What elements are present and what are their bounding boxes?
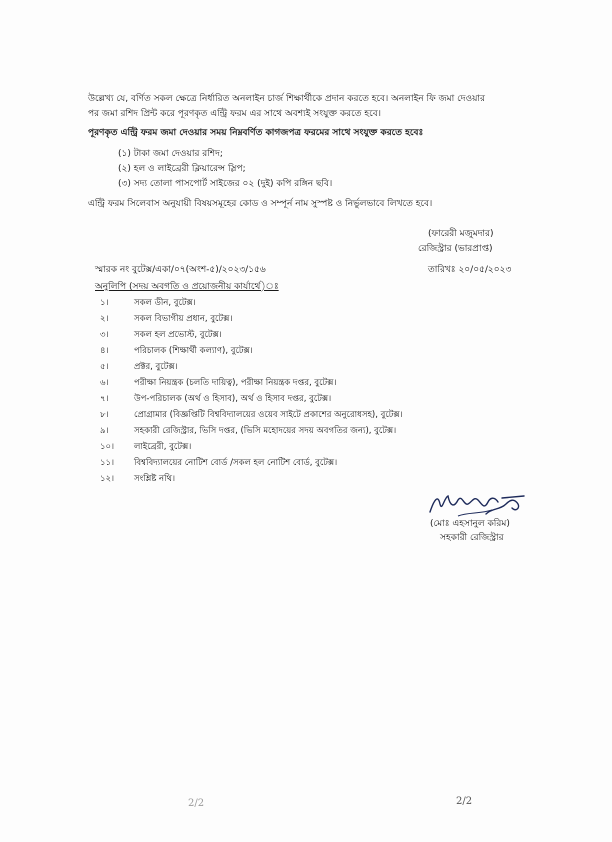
list-item: ৬। পরীক্ষা নিয়ন্ত্রক (চলতি দায়িত্ব), পরীক্ষা নিয়ন্ত্রক দপ্তর, বুটেক্স।	[100, 378, 337, 388]
intro-line-2: পর জমা রশিদ প্রিন্ট করে পূরণকৃত এন্ট্রি ফরম এর সাথে অবশ্যই সংযুক্ত করতে হবে।	[88, 109, 381, 119]
list-item: ১। সকল ডীন, বুটেক্স।	[100, 298, 196, 308]
copy-heading: অনুলিপি (সদয় অবগতি ও প্রয়োজনীয় কার্যার্থে)ঃ	[95, 282, 279, 292]
intro-line-1: উল্লেখ্য যে, বর্ণিত সকল ক্ষেত্রে নির্ধারিত অনলাইন চার্জ শিক্ষার্থীকে প্রদান করতে হবে। অনলাইন ফি জমা দেওয়ার	[88, 94, 485, 104]
document-item-3: (৩) সদ্য তোলা পাসপোর্ট সাইজের ০২ (দুই) কপি রঙ্গিন ছবি।	[118, 179, 333, 189]
document-item-2: (২) হল ও লাইব্রেরী ক্লিয়ারেন্স স্লিপ;	[118, 164, 246, 174]
page-mark-right: 2/2	[456, 796, 473, 807]
list-item: ১১। বিশ্ববিদ্যালয়ের নোটিশ বোর্ড /সকল হল নোটিশ বোর্ড, বুটেক্স।	[100, 458, 338, 468]
list-item: ২। সকল বিভাগীয় প্রধান, বুটেক্স।	[100, 314, 233, 324]
intro-line-3: পূরণকৃত এন্ট্রি ফরম জমা দেওয়ার সময় নিম্নবর্ণিত কাগজপত্র ফরমের সাথে সংযুক্ত করতে হবেঃ	[88, 128, 424, 138]
page-mark-left: 2/2	[188, 798, 205, 809]
assistant-title: সহকারী রেজিস্ট্রার	[440, 533, 504, 543]
list-item: ৯। সহকারী রেজিস্ট্রার, ভিসি দপ্তর, (ভিসি মহোদয়ের সদয় অবগতির জন্য), বুটেক্স।	[100, 426, 397, 436]
list-item: ৭। উপ-পরিচালক (অর্থ ও হিসাব), অর্থ ও হিসাব দপ্তর, বুটেক্স।	[100, 394, 332, 404]
list-item: ১২। সংশ্লিষ্ট নথি।	[100, 474, 176, 484]
list-item: ৪। পরিচালক (শিক্ষার্থী কল্যাণ), বুটেক্স।	[100, 346, 253, 356]
document-item-1: (১) টাকা জমা দেওয়ার রশিদ;	[118, 149, 223, 159]
list-item: ৩। সকল হল প্রভোস্ট, বুটেক্স।	[100, 330, 222, 340]
memo-date: তারিখঃ ২০/০৫/২০২৩	[428, 265, 512, 275]
assistant-name: (মোঃ এহসানুল করিম)	[430, 519, 510, 529]
signature-image	[428, 490, 528, 520]
registrar-title: রেজিস্ট্রার (ভারপ্রাপ্ত)	[418, 244, 493, 254]
list-item: ৫। প্রক্টর, বুটেক্স।	[100, 362, 178, 372]
list-item: ১০। লাইব্রেরী, বুটেক্স।	[100, 442, 192, 452]
list-item: ৮। প্রোগ্রামার (বিজ্ঞপ্তিটি বিশ্ববিদ্যালয়ের ওয়েব সাইটে প্রকাশের অনুরোধসহ), বুটেক্স।	[100, 410, 403, 420]
form-note: এন্ট্রি ফরম সিলেবাস অনুযায়ী বিষয়সমূহের কোড ও সম্পূর্ন নাম সুস্পষ্ট ও নির্ভুলভাবে লিখতে হবে।	[88, 199, 433, 209]
memo-number: স্মারক নং বুটেক্স/একা/০৭(অংশ-৫)/২০২৩/১৫৬	[95, 265, 266, 275]
registrar-name: (ফারেরী মজুমদার)	[428, 229, 494, 239]
